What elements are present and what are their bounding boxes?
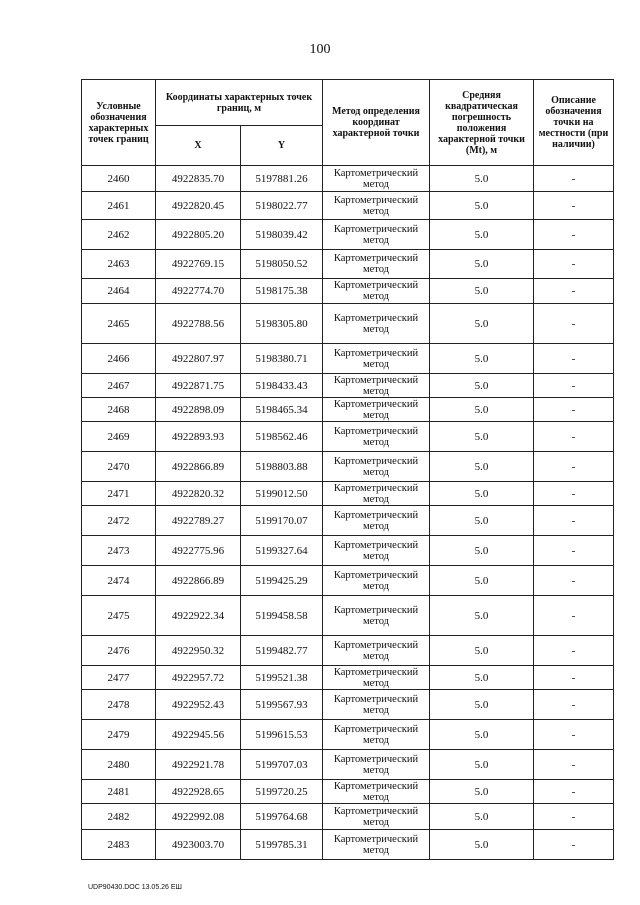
method-cell: Картометрический метод — [323, 304, 430, 344]
table-row — [82, 780, 614, 804]
point-id-cell: 2465 — [82, 304, 156, 344]
accuracy-cell: 5.0 — [430, 536, 534, 566]
point-id-cell: 2461 — [82, 192, 156, 220]
point-id-cell: 2466 — [82, 344, 156, 374]
description-cell: - — [534, 344, 614, 374]
accuracy-cell: 5.0 — [430, 452, 534, 482]
table-row — [82, 690, 614, 720]
point-id-cell: 2469 — [82, 422, 156, 452]
table-row — [82, 398, 614, 422]
accuracy-cell: 5.0 — [430, 250, 534, 279]
x-coordinate-cell: 4922922.34 — [156, 596, 241, 636]
table-row — [82, 750, 614, 780]
accuracy-cell: 5.0 — [430, 304, 534, 344]
method-cell: Картометрический метод — [323, 636, 430, 666]
point-id-cell: 2468 — [82, 398, 156, 422]
table-row — [82, 636, 614, 666]
table-row — [82, 666, 614, 690]
table-row — [82, 166, 614, 192]
accuracy-cell: 5.0 — [430, 750, 534, 780]
method-cell: Картометрический метод — [323, 830, 430, 860]
description-cell: - — [534, 666, 614, 690]
description-cell: - — [534, 566, 614, 596]
x-coordinate-cell: 4922992.08 — [156, 804, 241, 830]
method-cell: Картометрический метод — [323, 166, 430, 192]
description-cell: - — [534, 482, 614, 506]
y-coordinate-cell: 5199707.03 — [241, 750, 323, 780]
description-cell: - — [534, 720, 614, 750]
header-point: Условные обозначения характерных точек границ — [82, 80, 156, 166]
point-id-cell: 2481 — [82, 780, 156, 804]
y-coordinate-cell: 5198050.52 — [241, 250, 323, 279]
description-cell: - — [534, 422, 614, 452]
table-row — [82, 192, 614, 220]
point-id-cell: 2460 — [82, 166, 156, 192]
x-coordinate-cell: 4922820.45 — [156, 192, 241, 220]
header-coordinates: Координаты характерных точек границ, м — [156, 80, 323, 126]
method-cell: Картометрический метод — [323, 596, 430, 636]
y-coordinate-cell: 5197881.26 — [241, 166, 323, 192]
method-cell: Картометрический метод — [323, 250, 430, 279]
table-row — [82, 304, 614, 344]
point-id-cell: 2471 — [82, 482, 156, 506]
method-cell: Картометрический метод — [323, 452, 430, 482]
x-coordinate-cell: 4922871.75 — [156, 374, 241, 398]
point-id-cell: 2467 — [82, 374, 156, 398]
x-coordinate-cell: 4922957.72 — [156, 666, 241, 690]
description-cell: - — [534, 830, 614, 860]
table-row — [82, 720, 614, 750]
method-cell: Картометрический метод — [323, 506, 430, 536]
accuracy-cell: 5.0 — [430, 804, 534, 830]
x-coordinate-cell: 4922950.32 — [156, 636, 241, 666]
table-body — [82, 166, 614, 860]
y-coordinate-cell: 5199012.50 — [241, 482, 323, 506]
table-row — [82, 374, 614, 398]
y-coordinate-cell: 5199327.64 — [241, 536, 323, 566]
header-x: X — [156, 126, 241, 166]
description-cell: - — [534, 304, 614, 344]
page-number: 100 — [309, 42, 331, 57]
accuracy-cell: 5.0 — [430, 192, 534, 220]
point-id-cell: 2477 — [82, 666, 156, 690]
y-coordinate-cell: 5199458.58 — [241, 596, 323, 636]
point-id-cell: 2482 — [82, 804, 156, 830]
y-coordinate-cell: 5199482.77 — [241, 636, 323, 666]
table-row — [82, 250, 614, 279]
accuracy-cell: 5.0 — [430, 166, 534, 192]
footer-file-label: UDP90430.DOC 13.05.26 EШ — [88, 884, 182, 891]
table-row — [82, 344, 614, 374]
x-coordinate-cell: 4922952.43 — [156, 690, 241, 720]
method-cell: Картометрический метод — [323, 220, 430, 250]
description-cell: - — [534, 192, 614, 220]
y-coordinate-cell: 5199567.93 — [241, 690, 323, 720]
accuracy-cell: 5.0 — [430, 506, 534, 536]
method-cell: Картометрический метод — [323, 374, 430, 398]
header-y: Y — [241, 126, 323, 166]
table-row — [82, 830, 614, 860]
y-coordinate-cell: 5199720.25 — [241, 780, 323, 804]
x-coordinate-cell: 4922788.56 — [156, 304, 241, 344]
point-id-cell: 2480 — [82, 750, 156, 780]
x-coordinate-cell: 4922769.15 — [156, 250, 241, 279]
x-coordinate-cell: 4922945.56 — [156, 720, 241, 750]
table-row — [82, 422, 614, 452]
accuracy-cell: 5.0 — [430, 830, 534, 860]
method-cell: Картометрический метод — [323, 536, 430, 566]
accuracy-cell: 5.0 — [430, 596, 534, 636]
y-coordinate-cell: 5198465.34 — [241, 398, 323, 422]
x-coordinate-cell: 4922898.09 — [156, 398, 241, 422]
point-id-cell: 2463 — [82, 250, 156, 279]
description-cell: - — [534, 374, 614, 398]
point-id-cell: 2474 — [82, 566, 156, 596]
y-coordinate-cell: 5198022.77 — [241, 192, 323, 220]
header-accuracy: Средняя квадратическая погрешность положения характерной точки (Mt), м — [430, 80, 534, 166]
method-cell: Картометрический метод — [323, 422, 430, 452]
table-row — [82, 506, 614, 536]
method-cell: Картометрический метод — [323, 566, 430, 596]
description-cell: - — [534, 220, 614, 250]
y-coordinate-cell: 5198380.71 — [241, 344, 323, 374]
header-description: Описание обозначения точки на местности (при наличии) — [534, 80, 614, 166]
y-coordinate-cell: 5198433.43 — [241, 374, 323, 398]
point-id-cell: 2476 — [82, 636, 156, 666]
method-cell: Картометрический метод — [323, 720, 430, 750]
point-id-cell: 2473 — [82, 536, 156, 566]
description-cell: - — [534, 596, 614, 636]
accuracy-cell: 5.0 — [430, 690, 534, 720]
method-cell: Картометрический метод — [323, 482, 430, 506]
table-row — [82, 596, 614, 636]
table-row — [82, 536, 614, 566]
y-coordinate-cell: 5199615.53 — [241, 720, 323, 750]
point-id-cell: 2464 — [82, 279, 156, 304]
accuracy-cell: 5.0 — [430, 636, 534, 666]
description-cell: - — [534, 279, 614, 304]
x-coordinate-cell: 4923003.70 — [156, 830, 241, 860]
method-cell: Картометрический метод — [323, 750, 430, 780]
description-cell: - — [534, 452, 614, 482]
description-cell: - — [534, 506, 614, 536]
y-coordinate-cell: 5198039.42 — [241, 220, 323, 250]
x-coordinate-cell: 4922893.93 — [156, 422, 241, 452]
x-coordinate-cell: 4922921.78 — [156, 750, 241, 780]
point-id-cell: 2479 — [82, 720, 156, 750]
accuracy-cell: 5.0 — [430, 482, 534, 506]
description-cell: - — [534, 690, 614, 720]
accuracy-cell: 5.0 — [430, 780, 534, 804]
y-coordinate-cell: 5198305.80 — [241, 304, 323, 344]
x-coordinate-cell: 4922866.89 — [156, 566, 241, 596]
description-cell: - — [534, 166, 614, 192]
y-coordinate-cell: 5199170.07 — [241, 506, 323, 536]
method-cell: Картометрический метод — [323, 279, 430, 304]
description-cell: - — [534, 536, 614, 566]
accuracy-cell: 5.0 — [430, 374, 534, 398]
table-row — [82, 220, 614, 250]
point-id-cell: 2483 — [82, 830, 156, 860]
method-cell: Картометрический метод — [323, 192, 430, 220]
x-coordinate-cell: 4922789.27 — [156, 506, 241, 536]
point-id-cell: 2478 — [82, 690, 156, 720]
y-coordinate-cell: 5199785.31 — [241, 830, 323, 860]
y-coordinate-cell: 5199425.29 — [241, 566, 323, 596]
x-coordinate-cell: 4922807.97 — [156, 344, 241, 374]
description-cell: - — [534, 750, 614, 780]
x-coordinate-cell: 4922775.96 — [156, 536, 241, 566]
coordinates-table — [81, 79, 614, 860]
method-cell: Картометрический метод — [323, 804, 430, 830]
table-row — [82, 804, 614, 830]
method-cell: Картометрический метод — [323, 344, 430, 374]
method-cell: Картометрический метод — [323, 690, 430, 720]
accuracy-cell: 5.0 — [430, 422, 534, 452]
x-coordinate-cell: 4922835.70 — [156, 166, 241, 192]
table-row — [82, 566, 614, 596]
method-cell: Картометрический метод — [323, 666, 430, 690]
point-id-cell: 2462 — [82, 220, 156, 250]
table-row — [82, 482, 614, 506]
description-cell: - — [534, 636, 614, 666]
method-cell: Картометрический метод — [323, 780, 430, 804]
description-cell: - — [534, 398, 614, 422]
x-coordinate-cell: 4922820.32 — [156, 482, 241, 506]
point-id-cell: 2472 — [82, 506, 156, 536]
x-coordinate-cell: 4922928.65 — [156, 780, 241, 804]
y-coordinate-cell: 5199764.68 — [241, 804, 323, 830]
y-coordinate-cell: 5198562.46 — [241, 422, 323, 452]
accuracy-cell: 5.0 — [430, 279, 534, 304]
x-coordinate-cell: 4922866.89 — [156, 452, 241, 482]
accuracy-cell: 5.0 — [430, 566, 534, 596]
point-id-cell: 2470 — [82, 452, 156, 482]
point-id-cell: 2475 — [82, 596, 156, 636]
description-cell: - — [534, 780, 614, 804]
x-coordinate-cell: 4922805.20 — [156, 220, 241, 250]
y-coordinate-cell: 5198803.88 — [241, 452, 323, 482]
x-coordinate-cell: 4922774.70 — [156, 279, 241, 304]
y-coordinate-cell: 5198175.38 — [241, 279, 323, 304]
y-coordinate-cell: 5199521.38 — [241, 666, 323, 690]
accuracy-cell: 5.0 — [430, 220, 534, 250]
accuracy-cell: 5.0 — [430, 398, 534, 422]
description-cell: - — [534, 804, 614, 830]
accuracy-cell: 5.0 — [430, 720, 534, 750]
table-row — [82, 279, 614, 304]
header-method: Метод определения координат характерной точки — [323, 80, 430, 166]
table-row — [82, 452, 614, 482]
accuracy-cell: 5.0 — [430, 666, 534, 690]
description-cell: - — [534, 250, 614, 279]
accuracy-cell: 5.0 — [430, 344, 534, 374]
method-cell: Картометрический метод — [323, 398, 430, 422]
